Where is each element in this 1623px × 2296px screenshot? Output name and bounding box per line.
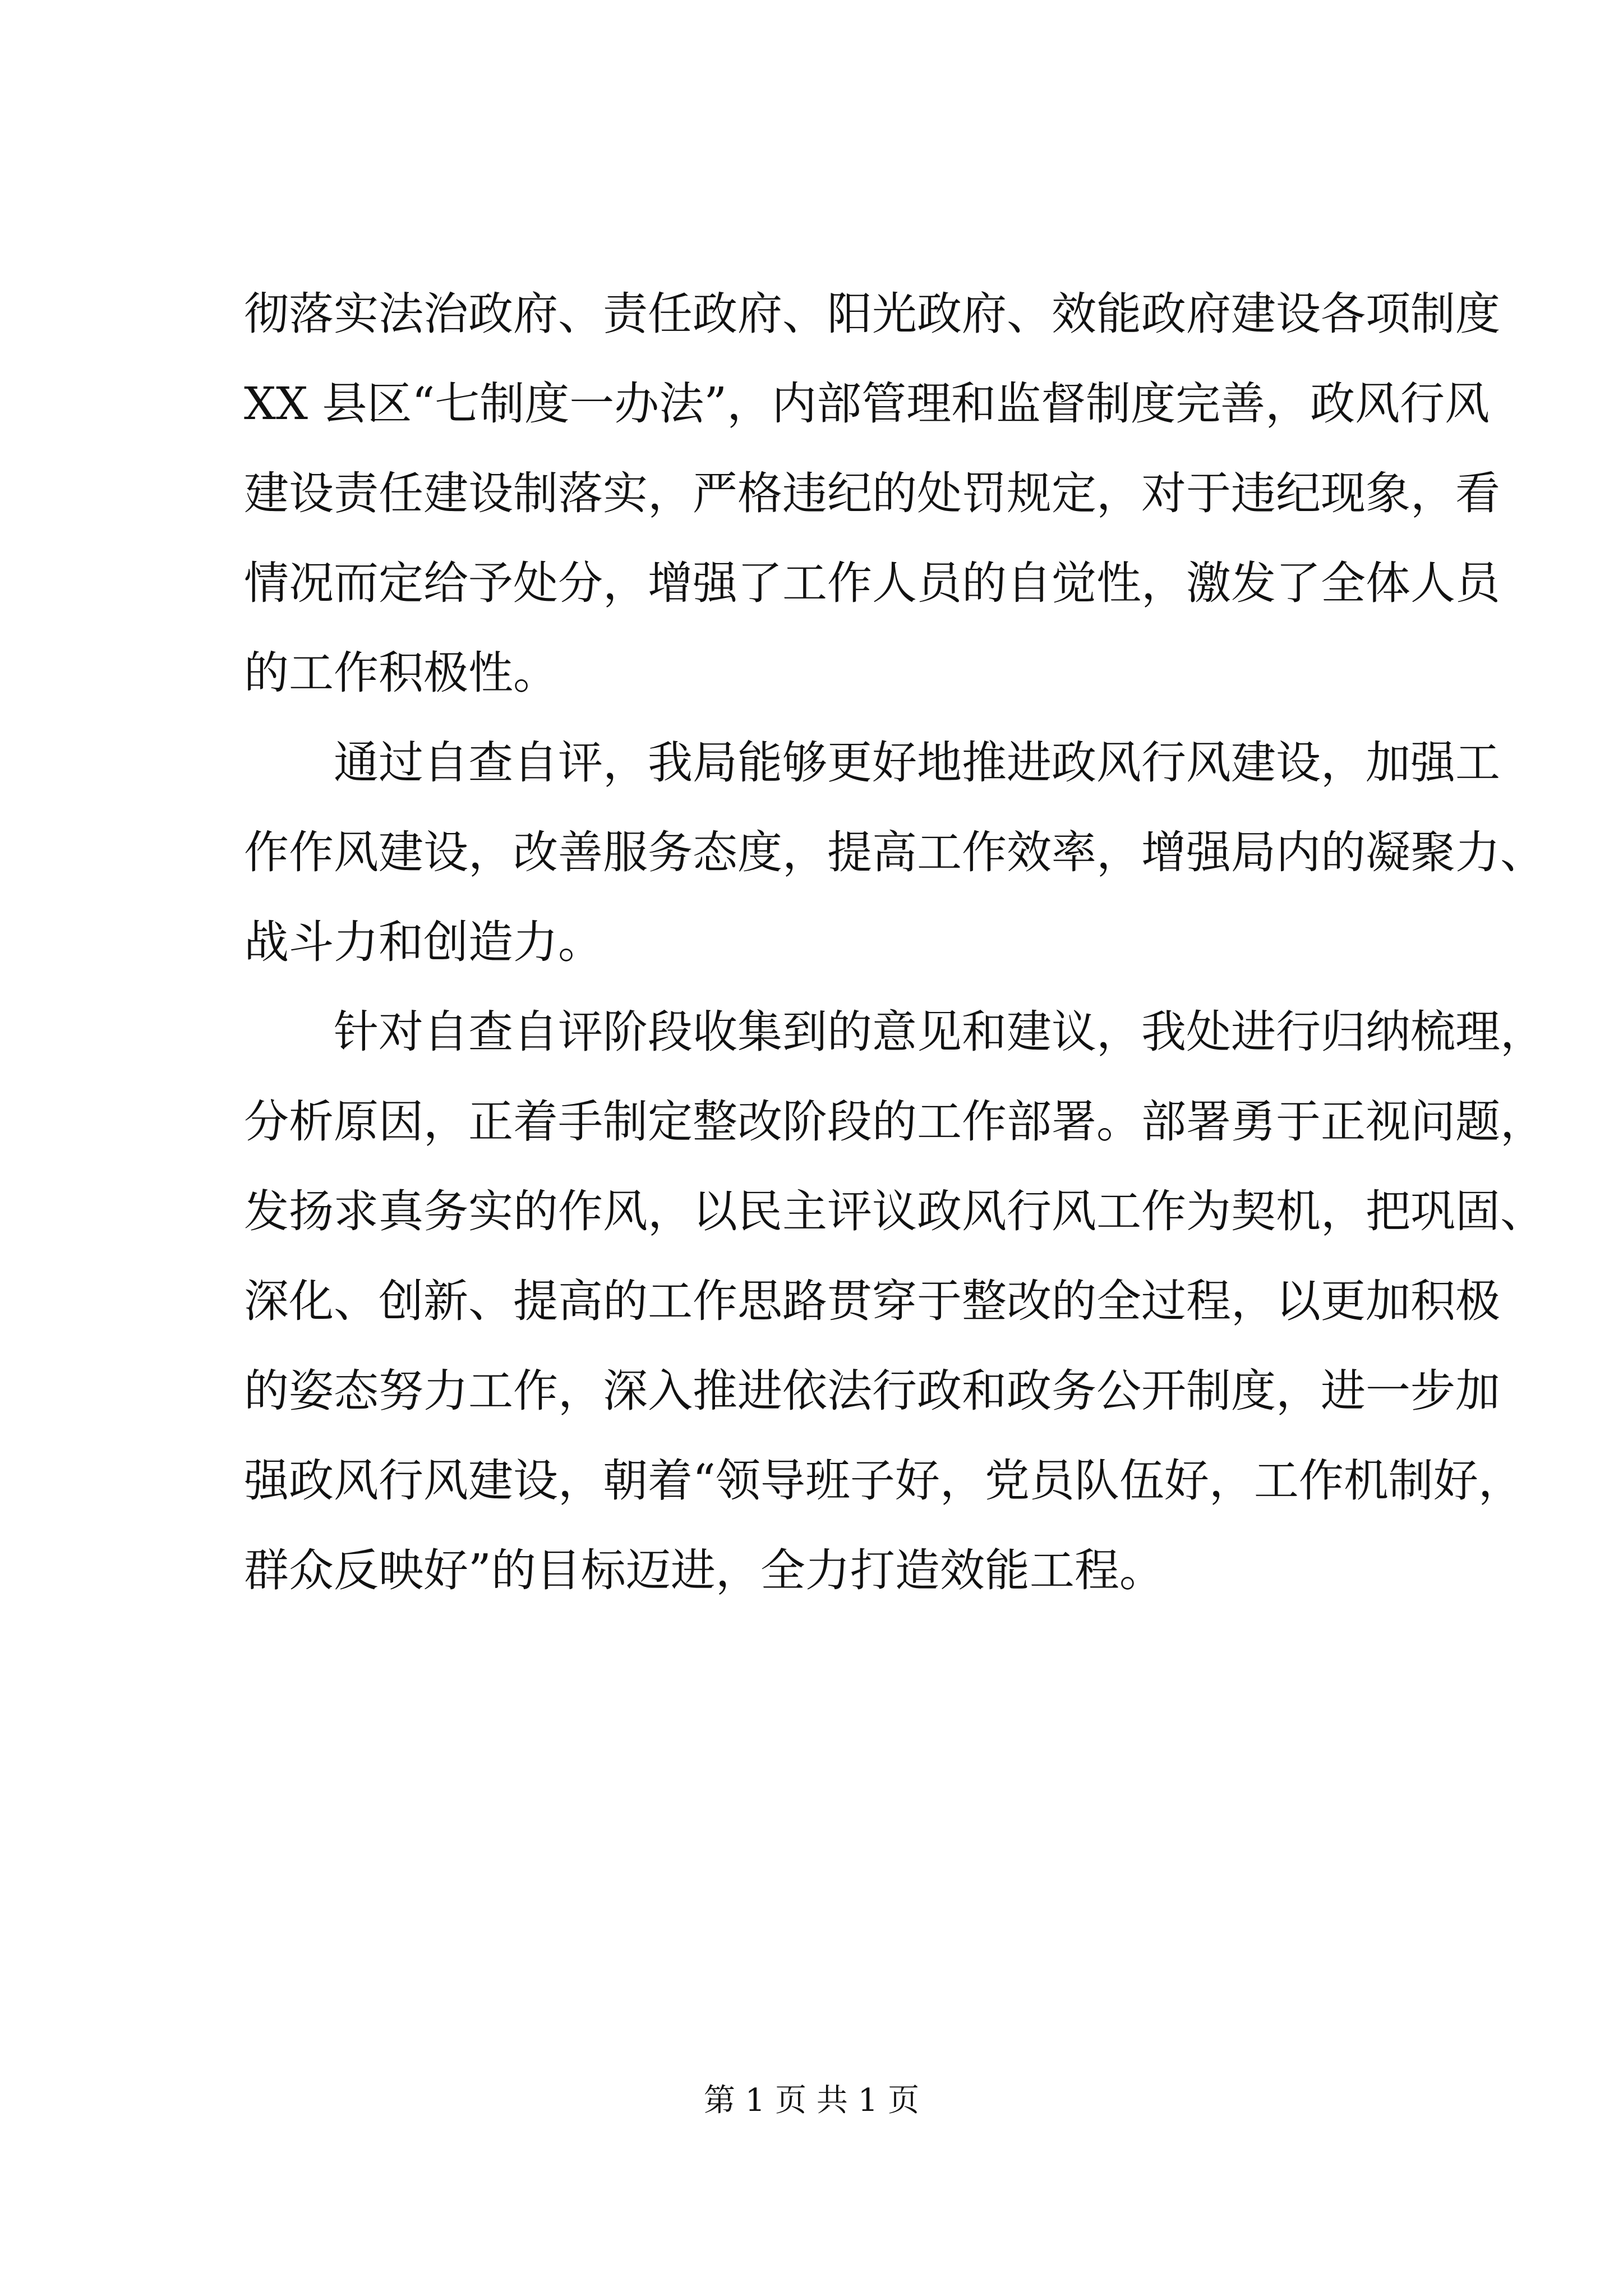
paragraph-1	[244, 269, 1500, 718]
paragraph-line: 分析原因，正着手制定整改阶段的工作部署。部署勇于正视问题，	[244, 1096, 1545, 1148]
paragraph-line: 建设责任建设制落实，严格违纪的处罚规定，对于违纪现象，看	[244, 467, 1500, 519]
paragraph-line: 战斗力和创造力。	[244, 916, 603, 968]
paragraph-line: 深化、创新、提高的工作思路贯穿于整改的全过程，以更加积极	[244, 1275, 1500, 1327]
paragraph-line: 发扬求真务实的作风，以民主评议政风行风工作为契机，把巩固、	[244, 1185, 1545, 1237]
paragraph-line: 彻落实法治政府、责任政府、阳光政府、效能政府建设各项制度	[244, 288, 1500, 340]
paragraph-line: 强政风行风建设，朝着“领导班子好，党员队伍好，工作机制好，	[244, 1455, 1523, 1507]
paragraph-line: XX 县区“七制度一办法”，内部管理和监督制度完善，政风行风	[244, 378, 1490, 430]
paragraph-line: 针对自查自评阶段收集到的意见和建议，我处进行归纳梳理，	[334, 1006, 1545, 1058]
document-body	[244, 269, 1545, 1616]
paragraph-3	[244, 987, 1545, 1616]
page-number-footer: 第 1 页 共 1 页	[703, 2082, 920, 2119]
paragraph-line: 情况而定给予处分，增强了工作人员的自觉性，激发了全体人员	[244, 557, 1500, 609]
paragraph-line: 作作风建设，改善服务态度，提高工作效率，增强局内的凝聚力、	[244, 826, 1545, 878]
paragraph-line: 的姿态努力工作，深入推进依法行政和政务公开制度，进一步加	[244, 1365, 1500, 1417]
paragraph-line: 群众反映好”的目标迈进，全力打造效能工程。	[244, 1544, 1164, 1596]
paragraph-line: 的工作积极性。	[244, 647, 558, 699]
paragraph-line: 通过自查自评，我局能够更好地推进政风行风建设，加强工	[334, 737, 1500, 789]
paragraph-2	[244, 718, 1545, 987]
